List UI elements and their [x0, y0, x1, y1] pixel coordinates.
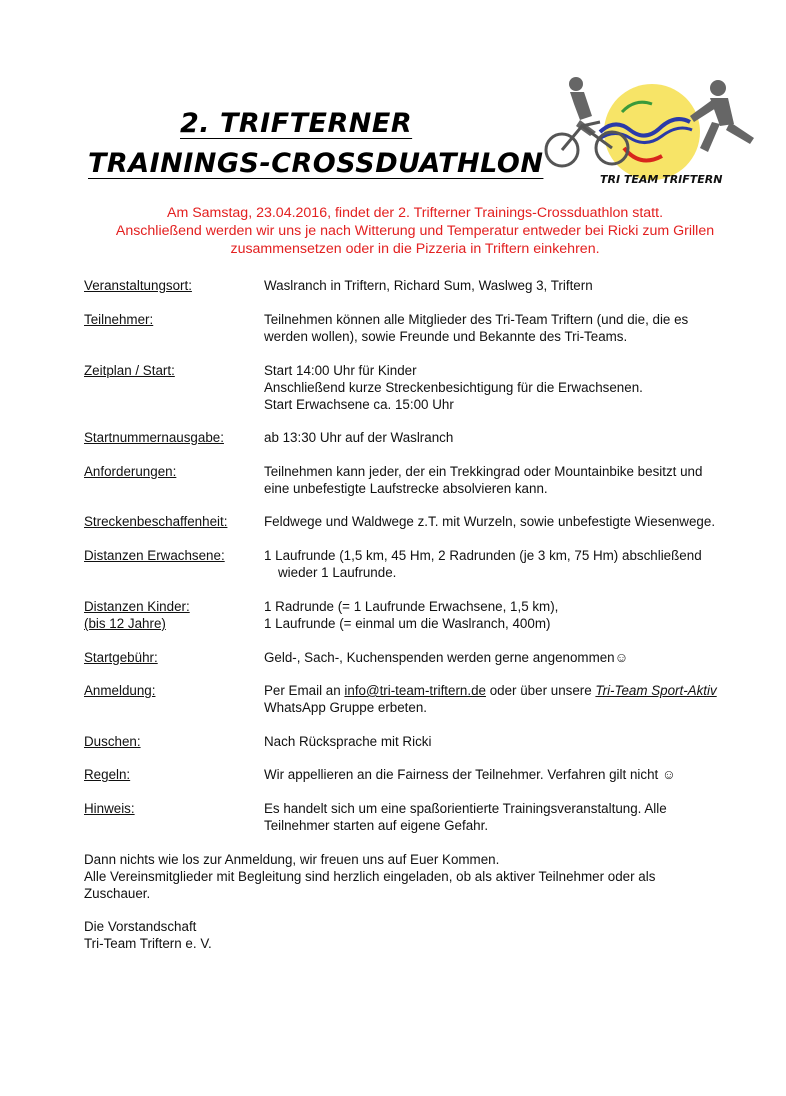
- detail-value: eine unbefestigte Laufstrecke absolvieren kann.: [264, 481, 548, 496]
- logo-text: TRI TEAM TRIFTERN: [600, 173, 723, 186]
- title-line-2: TRAININGS-CROSSDUATHLON: [88, 148, 544, 179]
- detail-label: Regeln:: [84, 767, 131, 782]
- signature-line: Die Vorstandschaft: [84, 919, 197, 934]
- closing-line: Alle Vereinsmitglieder mit Begleitung sind herzlich eingeladen, ob als aktiver Teilnehmer oder als: [84, 869, 656, 884]
- detail-value: 1 Laufrunde (1,5 km, 45 Hm, 2 Radrunden (je 3 km, 75 Hm) abschließend: [264, 548, 702, 563]
- whatsapp-group-link[interactable]: Tri-Team Sport-Aktiv: [595, 683, 717, 698]
- detail-value: Teilnehmen können alle Mitglieder des Tri-Team Triftern (und die, die es: [264, 312, 689, 327]
- detail-value: Start 14:00 Uhr für Kinder: [264, 363, 417, 378]
- detail-value: Teilnehmer starten auf eigene Gefahr.: [264, 818, 489, 833]
- intro-text: [90, 204, 740, 258]
- detail-value: Waslranch in Triftern, Richard Sum, Waslweg 3, Triftern: [264, 278, 593, 293]
- detail-value: Geld-, Sach-, Kuchenspenden werden gerne angenommen☺: [264, 650, 629, 665]
- detail-value: wieder 1 Laufrunde.: [278, 565, 397, 580]
- detail-value: werden wollen), sowie Freunde und Bekannte des Tri-Teams.: [264, 329, 628, 344]
- title-line-1: 2. TRIFTERNER: [180, 108, 413, 139]
- email-link[interactable]: info@tri-team-triftern.de: [344, 683, 486, 698]
- closing-line: Dann nichts wie los zur Anmeldung, wir freuen uns auf Euer Kommen.: [84, 852, 500, 867]
- detail-value: Start Erwachsene ca. 15:00 Uhr: [264, 397, 454, 412]
- detail-value: Feldwege und Waldwege z.T. mit Wurzeln, sowie unbefestigte Wiesenwege.: [264, 514, 716, 529]
- detail-label: Teilnehmer:: [84, 312, 154, 327]
- detail-sublabel: (bis 12 Jahre): [84, 616, 166, 631]
- intro-line: Am Samstag, 23.04.2016, findet der 2. Trifterner Trainings-Crossduathlon statt.: [166, 205, 664, 221]
- signature-line: Tri-Team Triftern e. V.: [84, 936, 212, 951]
- detail-label: Startnummernausgabe:: [84, 430, 224, 445]
- detail-value: Teilnehmen kann jeder, der ein Trekkingrad oder Mountainbike besitzt und: [264, 464, 703, 479]
- detail-value: Anschließend kurze Streckenbesichtigung für die Erwachsenen.: [264, 380, 643, 395]
- closing-text: [84, 851, 744, 902]
- detail-label: Streckenbeschaffenheit:: [84, 514, 228, 529]
- detail-value: ab 13:30 Uhr auf der Waslranch: [264, 430, 454, 445]
- detail-value: 1 Radrunde (= 1 Laufrunde Erwachsene, 1,5 km),: [264, 599, 559, 614]
- detail-value: Es handelt sich um eine spaßorientierte Trainingsveranstaltung. Alle: [264, 801, 667, 816]
- detail-label: Anforderungen:: [84, 464, 177, 479]
- detail-label: Anmeldung:: [84, 683, 156, 698]
- detail-value: Wir appellieren an die Fairness der Teilnehmer. Verfahren gilt nicht ☺: [264, 767, 676, 782]
- detail-label: Zeitplan / Start:: [84, 363, 175, 378]
- detail-label: Distanzen Kinder:: [84, 599, 190, 614]
- signature: [84, 918, 744, 952]
- intro-line: Anschließend werden wir uns je nach Witterung und Temperatur entweder bei Ricki zum Grillen: [115, 223, 715, 239]
- intro-line: zusammensetzen oder in die Pizzeria in Triftern einkehren.: [230, 241, 600, 257]
- detail-label: Duschen:: [84, 734, 141, 749]
- detail-value: WhatsApp Gruppe erbeten.: [264, 700, 428, 715]
- detail-label: Hinweis:: [84, 801, 135, 816]
- detail-value: Per Email an: [264, 683, 345, 698]
- closing-line: Zuschauer.: [84, 886, 151, 901]
- detail-value: 1 Laufrunde (= einmal um die Waslranch, 400m): [264, 616, 551, 631]
- detail-value: Nach Rücksprache mit Ricki: [264, 734, 432, 749]
- detail-label: Startgebühr:: [84, 650, 158, 665]
- detail-value: oder über unsere: [485, 683, 596, 698]
- detail-label: Veranstaltungsort:: [84, 278, 192, 293]
- detail-label: Distanzen Erwachsene:: [84, 548, 225, 563]
